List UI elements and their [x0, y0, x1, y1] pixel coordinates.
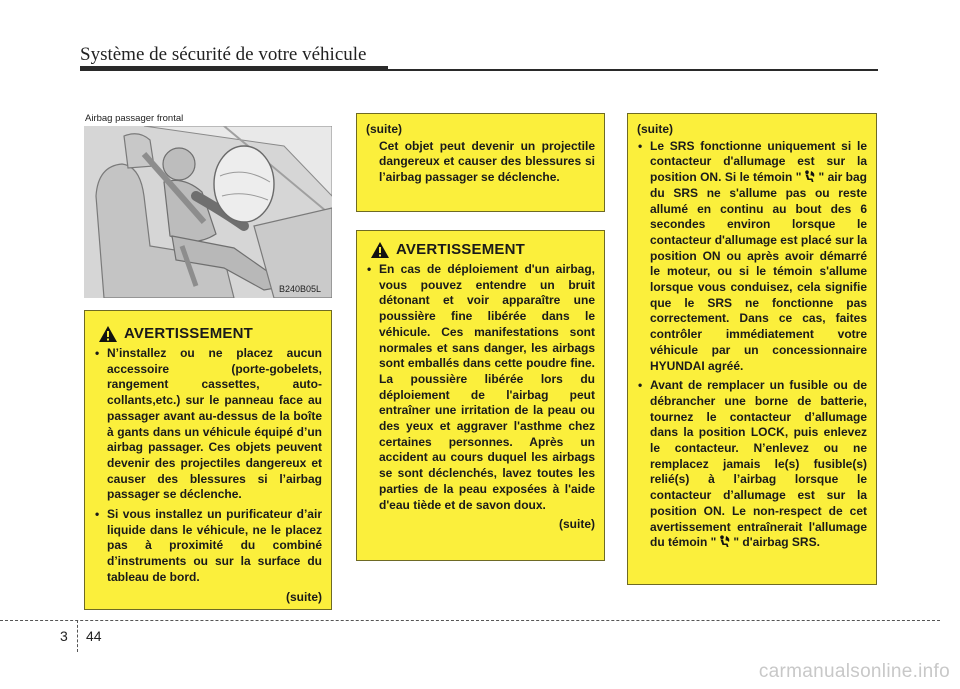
list-item-text: Avant de remplacer un fusible ou de débrancher une borne de batterie, tournez le contacteur d’allumage dans la position LOCK, puis enlevez le contacteur. N’enlevez ou ne remplacez jamais le(s) fusible(s) relié(s) à l’airbag lorsque le contacteur d’allumage est sur la position ON. Le non-respect de cet avertissement entraînerait l'allumage du témoin " [650, 378, 867, 550]
warning-heading-text: AVERTISSEMENT [396, 241, 526, 259]
warning-triangle-icon [370, 241, 390, 259]
list-item-text: " air bag du SRS ne s'allume pas ou reste allumé en continu au bout des 6 secondes environ lorsque le contacteur d'allumage est placé sur la position ON ou après avoir démarré le moteur, ou si le témoin s'allume lorsque vous conduisez, cela signifie que le SRS ne fonctionne pas correctement. Dans ce cas, faites contrôler immédiatement votre véhicule par un concessionnaire HYUNDAI agréé. [650, 170, 868, 373]
continued-box-top [356, 113, 605, 212]
passenger-airbag-drawing [84, 126, 332, 298]
warning-box-middle [356, 230, 605, 561]
watermark: carmanualsonline.info [758, 661, 950, 682]
footer-rule [0, 620, 940, 621]
header-rule-thin [388, 69, 878, 71]
header-rule-thick [80, 66, 388, 71]
warning-heading-text: AVERTISSEMENT [124, 325, 254, 343]
page-number-divider [77, 620, 78, 652]
airbag-illustration [84, 126, 332, 298]
list-item-text: Le SRS fonctionne uniquement si le contacteur d'allumage est sur la position ON. Si le témoin " [650, 138, 867, 185]
figure-caption: Airbag passager frontal [85, 113, 184, 124]
continued-label: (suite) [637, 122, 673, 136]
page-header-title: Système de sécurité de votre véhicule [80, 44, 367, 65]
warning-triangle-icon [98, 325, 118, 343]
figure-code: B240B05L [279, 284, 322, 294]
list-item: • Si vous installez un purificateur d’air liquide dans le véhicule, ne le placez pas à proximité du combiné d’instruments ou sur la surface du tableau de bord. [94, 507, 322, 586]
warning-heading [98, 325, 322, 343]
warning-heading [370, 241, 595, 259]
body-text: Cet objet peut devenir un projectile dangereux et causer des blessures si l’airbag passager se déclenche. [379, 138, 595, 185]
continued-label: (suite) [366, 122, 402, 136]
continued-box-right [627, 113, 877, 585]
airbag-seated-person-icon [718, 535, 731, 548]
airbag-seated-person-icon [803, 170, 816, 183]
page-number: 44 [86, 628, 102, 644]
continued-label: (suite) [559, 517, 595, 532]
list-item [637, 139, 867, 375]
list-item: • N’installez ou ne placez aucun accessoire (porte-gobelets, rangement cassettes, auto-collants,etc.) sur le panneau face au passager avant au-dessus de la boîte à gants dans un véhicule équipé d’un airbag passager. Ces objets peuvent devenir des projectiles dangereux et causer des blessures si l’airbag passager se déclenche. [94, 346, 322, 503]
chapter-number: 3 [60, 628, 68, 644]
warning-box-left [84, 310, 332, 610]
list-item: • En cas de déploiement d'un airbag, vous pouvez entendre un bruit détonant et voir apparaître une poussière fine libérée dans le véhicule. Ces manifestations sont normales et sans danger, les airbags sont emballés dans cette poudre fine. La poussière libérée lors du déploiement de l'airbag peut entraîner une irritation de la peau ou des yeux et aggraver l'asthme chez certaines personnes. Après un accident au cours duquel les airbags se sont déclenchés, lavez toutes les parties de la peau exposées à l'aide d'eau tiède et de savon doux. [366, 262, 595, 513]
list-item [637, 378, 867, 551]
list-item-text: " d'airbag SRS. [733, 535, 820, 550]
continued-label: (suite) [286, 589, 322, 604]
